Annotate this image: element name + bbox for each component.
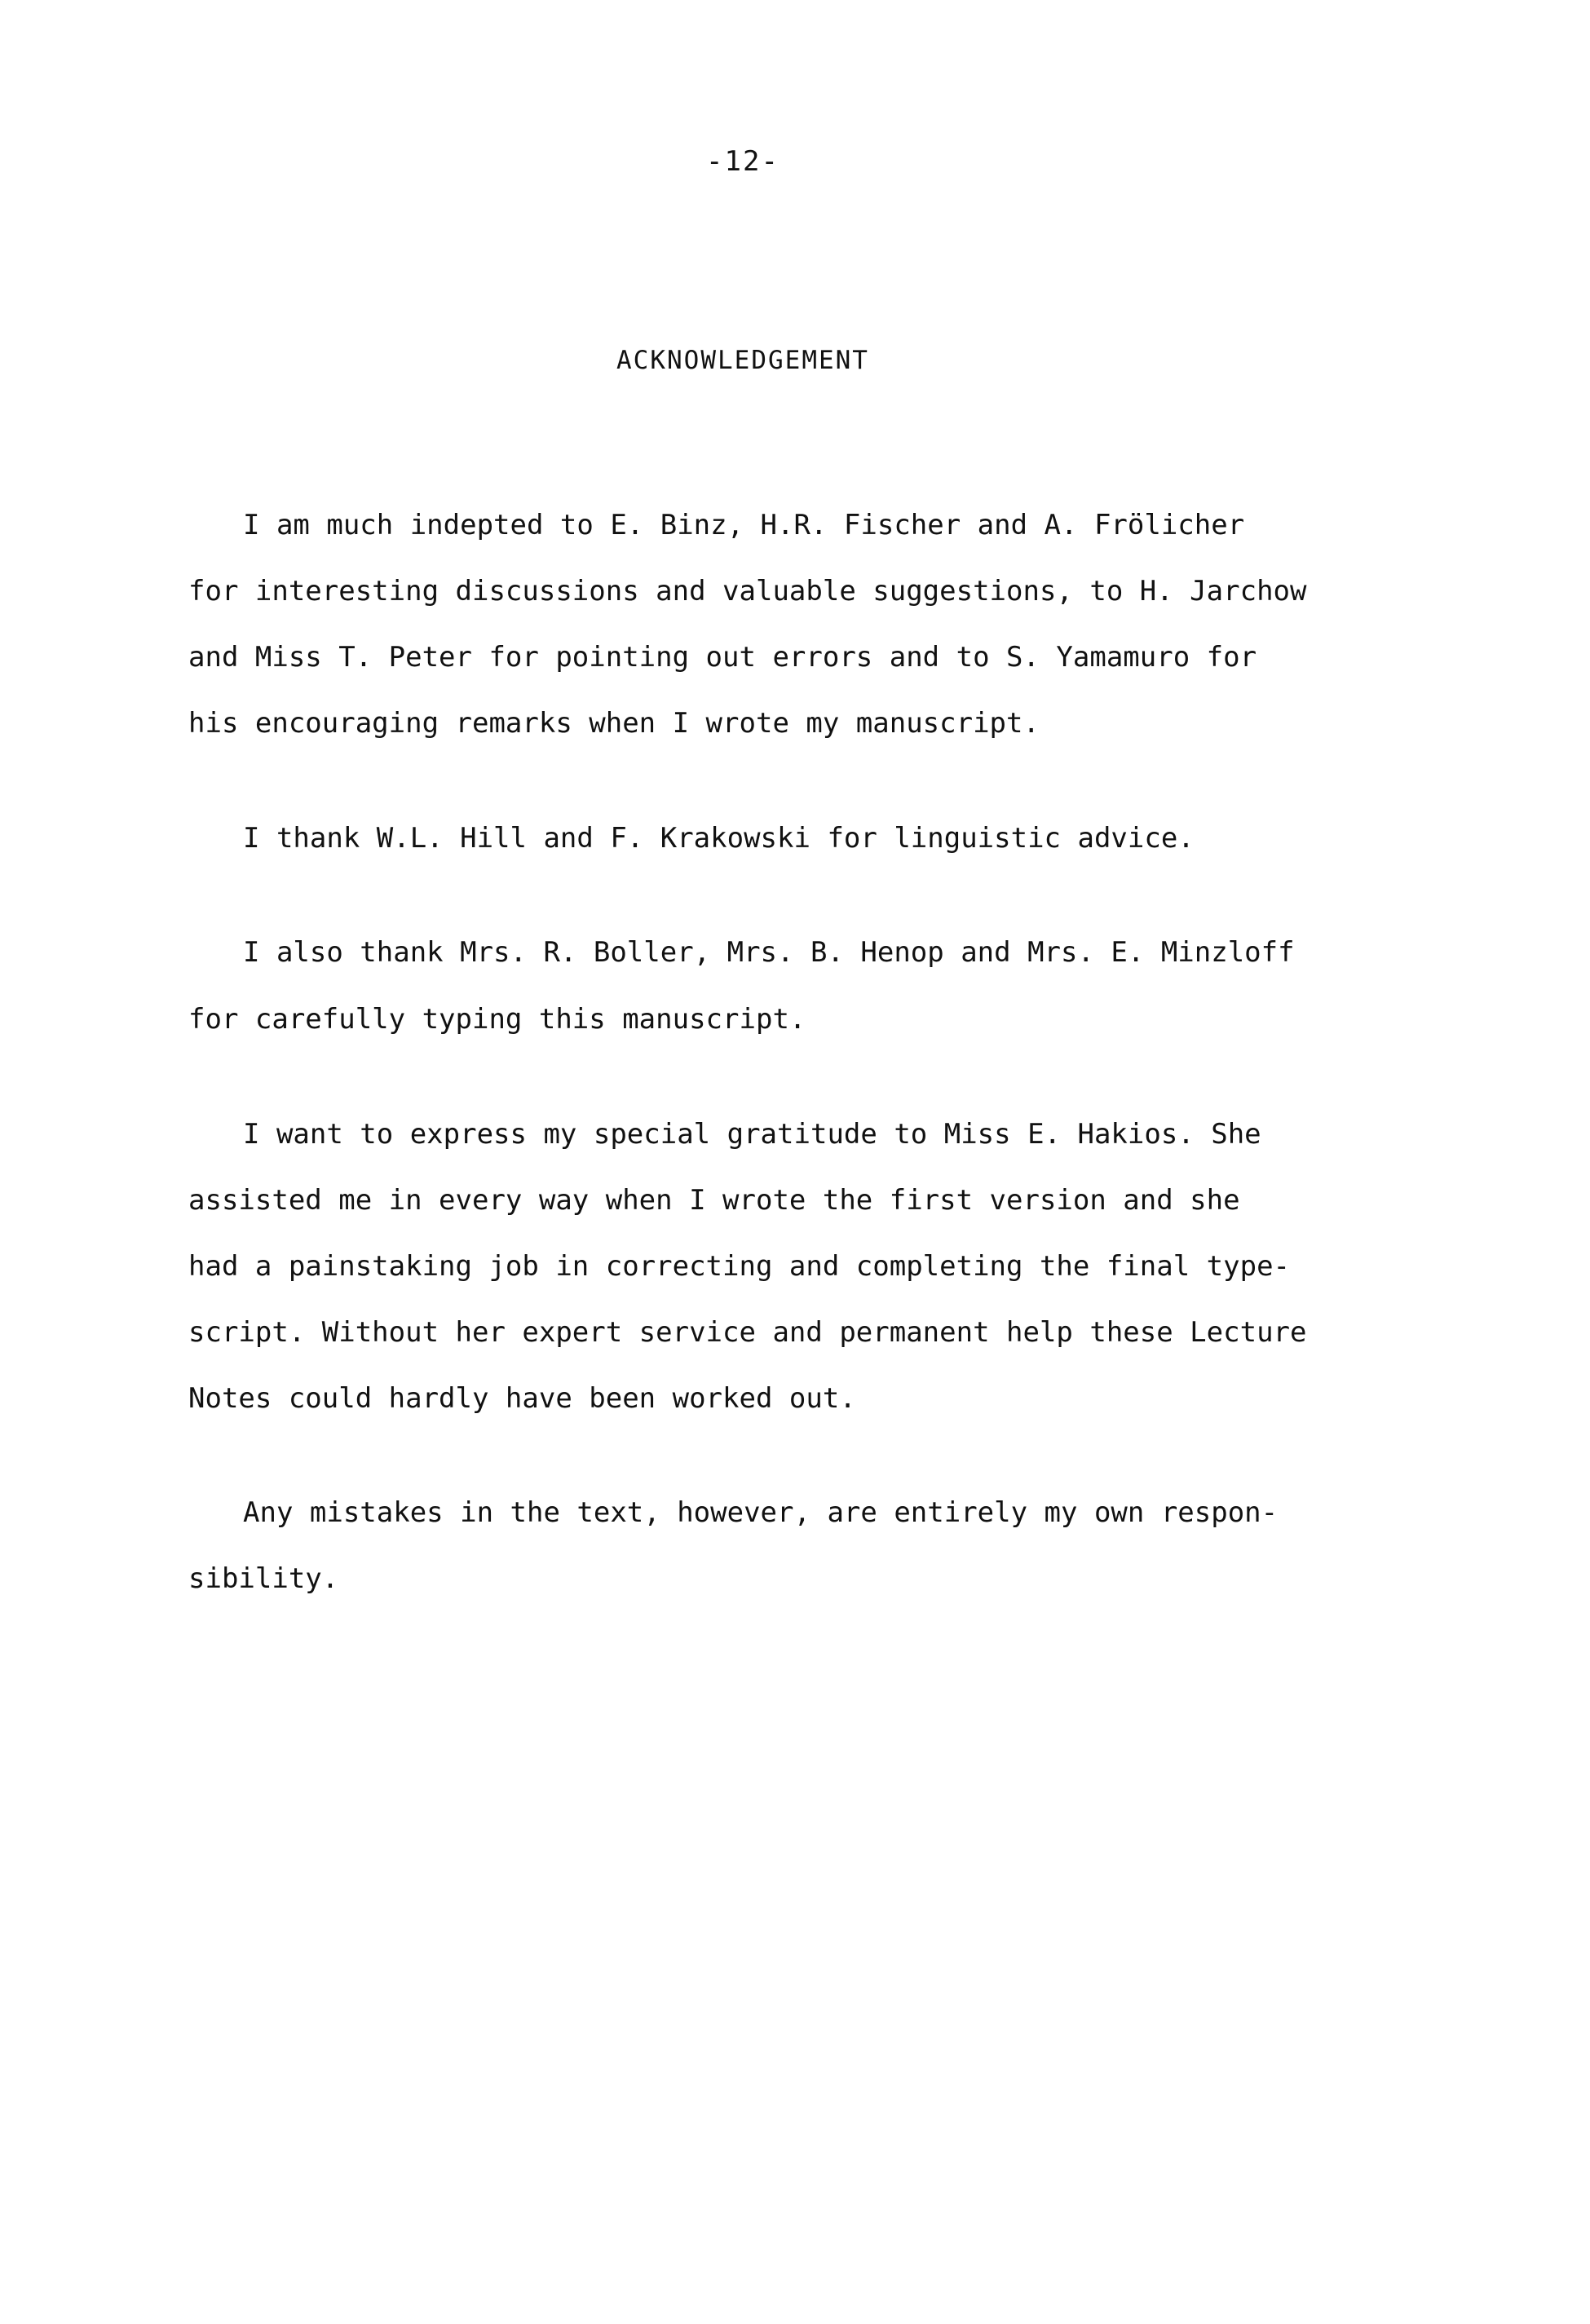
paragraph-1-line-2: for interesting discussions and valuable suggestions, to H. Jarchow [188,575,1307,608]
paragraph-4-line-2: assisted me in every way when I wrote the first version and she [188,1184,1240,1217]
paragraph-2-line-1: I thank W.L. Hill and F. Krakowski for linguistic advice. [243,822,1195,855]
paragraph-1-line-4: his encouraging remarks when I wrote my manuscript. [188,707,1040,740]
paragraph-3-line-2: for carefully typing this manuscript. [188,1003,806,1036]
paragraph-3-line-1: I also thank Mrs. R. Boller, Mrs. B. Henop and Mrs. E. Minzloff [243,936,1295,969]
paragraph-4-line-4: script. Without her expert service and permanent help these Lecture [188,1316,1307,1349]
section-heading: ACKNOWLEDGEMENT [616,346,869,375]
page-number: -12- [706,145,780,178]
paragraph-4-line-5: Notes could hardly have been worked out. [188,1382,856,1415]
paragraph-5-line-2: sibility. [188,1562,339,1595]
paragraph-4-line-1: I want to express my special gratitude to Miss E. Hakios. She [243,1118,1261,1151]
paragraph-5-line-1: Any mistakes in the text, however, are entirely my own respon- [243,1496,1279,1529]
paragraph-4-line-3: had a painstaking job in correcting and completing the final type- [188,1250,1291,1283]
paragraph-1-line-1: I am much indepted to E. Binz, H.R. Fischer and A. Frölicher [243,509,1245,541]
paragraph-1-line-3: and Miss T. Peter for pointing out errors and to S. Yamamuro for [188,641,1257,674]
